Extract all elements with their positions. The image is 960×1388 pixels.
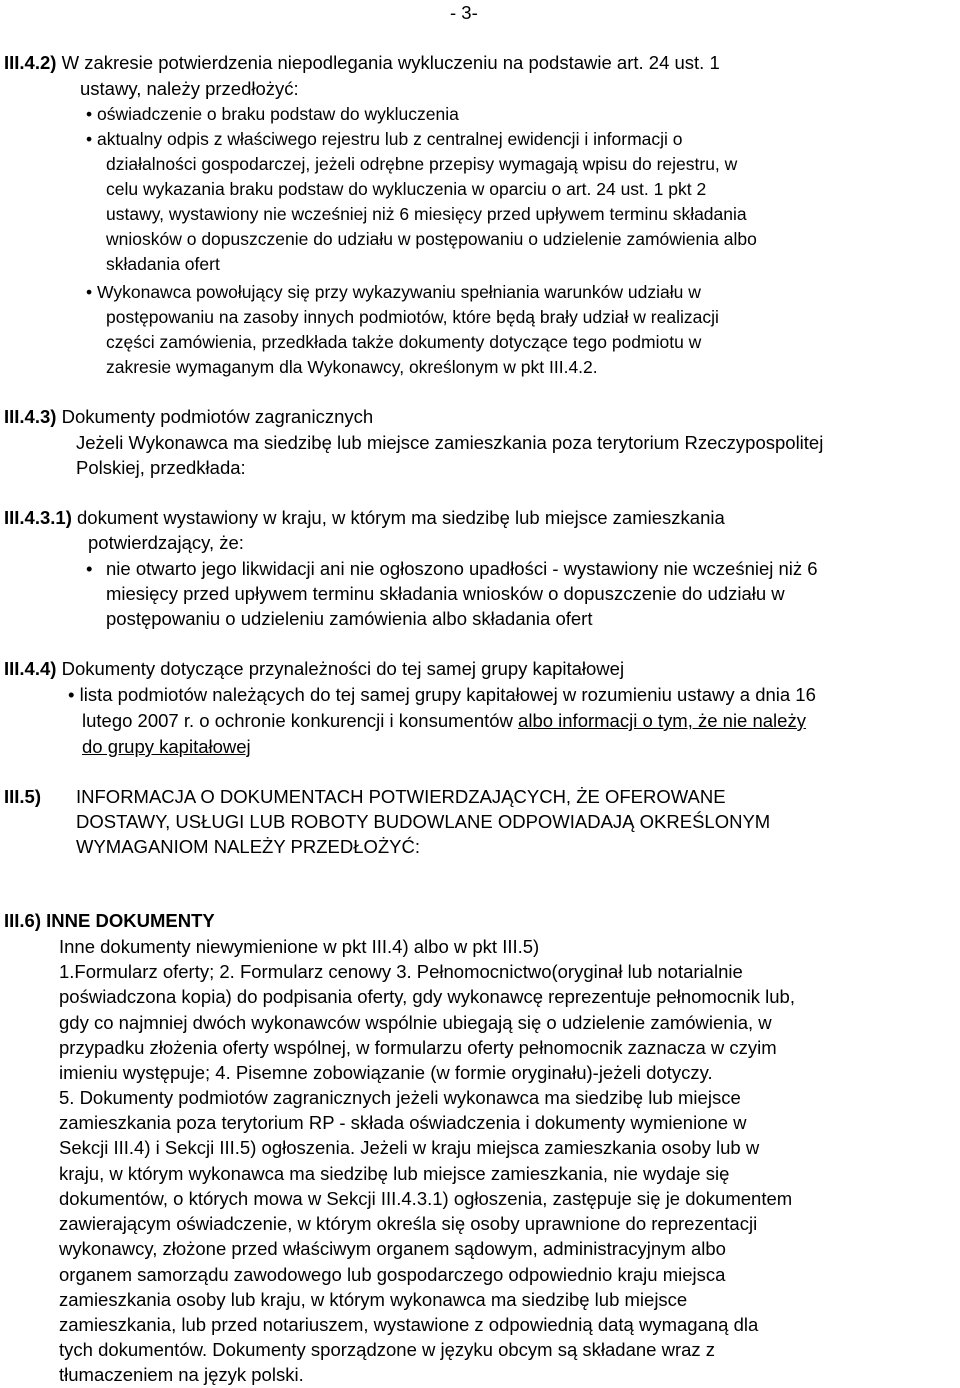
bullet-contractor-line-2: postępowaniu na zasoby innych podmiotów, które będą brały udział w realizacji <box>106 307 719 327</box>
section-6-line-18: tłumaczeniem na język polski. <box>59 1364 304 1385</box>
bullet-registry-line-6: składania ofert <box>106 254 220 274</box>
section-6-line-5: przypadku złożenia oferty wspólnej, w formularzu oferty pełnomocnik zaznacza w czyim <box>59 1037 777 1058</box>
section-4-3-line-1: Jeżeli Wykonawca ma siedzibę lub miejsce zamieszkania poza terytorium Rzeczypospolitej <box>76 432 824 453</box>
section-4-3-1-heading <box>4 507 725 529</box>
section-5-label: III.5) <box>4 786 42 807</box>
section-6-line-8: zamieszkania poza terytorium RP - składa oświadczenia i dokumenty wymienione w <box>59 1112 747 1133</box>
section-5-line-3: WYMAGANIOM NALEŻY PRZEDŁOŻYĆ: <box>76 836 421 857</box>
section-label: III.4.3.1) <box>4 507 72 528</box>
section-6-line-9: Sekcji III.4) i Sekcji III.5) ogłoszenia. Jeżeli w kraju miejsca zamieszkania osoby lub w <box>59 1137 760 1158</box>
section-6-line-1: Inne dokumenty niewymienione w pkt III.4) albo w pkt III.5) <box>59 936 540 957</box>
page-number: - 3- <box>450 2 478 23</box>
section-6-line-14: organem samorządu zawodowego lub gospodarczego odpowiednio kraju miejsca <box>59 1264 726 1285</box>
section-title: W zakresie potwierdzenia niepodlegania wykluczeniu na podstawie art. 24 ust. 1 <box>61 52 720 73</box>
section-4-2-intro: ustawy, należy przedłożyć: <box>80 78 299 99</box>
section-title: Dokumenty podmiotów zagranicznych <box>61 406 374 427</box>
section-4-2-heading <box>4 52 720 74</box>
plain-text: lutego 2007 r. o ochronie konkurencji i konsumentów <box>82 710 519 731</box>
section-label: III.4.2) <box>4 52 57 73</box>
section-5-line-1: INFORMACJA O DOKUMENTACH POTWIERDZAJĄCYCH, ŻE OFEROWANE <box>76 786 726 807</box>
underlined-text: albo informacji o tym, że nie należy <box>518 710 806 731</box>
section-4-4-heading <box>4 658 624 680</box>
bullet-marker: • <box>86 558 93 579</box>
section-4-4-line-1: • lista podmiotów należących do tej samej grupy kapitałowej w rozumieniu ustawy a dnia 16 <box>68 684 816 705</box>
section-4-4-line-3: do grupy kapitałowej <box>82 736 251 757</box>
section-label: III.4.3) <box>4 406 57 427</box>
section-label: III.4.4) <box>4 658 57 679</box>
section-6-line-15: zamieszkania osoby lub kraju, w którym wykonawca ma siedzibę lub miejsce <box>59 1289 688 1310</box>
bullet-registry-line-1: • aktualny odpis z właściwego rejestru lub z centralnej ewidencji i informacji o <box>86 129 683 149</box>
section-4-4-line-2 <box>82 710 806 732</box>
section-6-line-3: poświadczona kopia) do podpisania oferty, gdy wykonawcę reprezentuje pełnomocnik lub, <box>59 986 795 1007</box>
section-6-line-12: zawierającym oświadczenie, w którym określa się osoby uprawnione do reprezentacji <box>59 1213 758 1234</box>
section-6-line-17: tych dokumentów. Dokumenty sporządzone w języku obcym są składane wraz z <box>59 1339 716 1360</box>
bullet-statement: • oświadczenie o braku podstaw do wykluczenia <box>86 104 459 124</box>
bullet-contractor-line-3: części zamówienia, przedkłada także dokumenty dotyczące tego podmiotu w <box>106 332 702 352</box>
section-6-line-2: 1.Formularz oferty; 2. Formularz cenowy 3. Pełnomocnictwo(oryginał lub notarialnie <box>59 961 743 982</box>
bullet-contractor-line-1: • Wykonawca powołujący się przy wykazywaniu spełniania warunków udziału w <box>86 282 701 302</box>
section-4-3-1-line-2: potwierdzający, że: <box>88 532 244 553</box>
section-label: III.6) <box>4 910 42 931</box>
bullet-registry-line-4: ustawy, wystawiony nie wcześniej niż 6 miesięcy przed upływem terminu składania <box>106 204 747 224</box>
section-title: INNE DOKUMENTY <box>46 910 215 931</box>
section-title: dokument wystawiony w kraju, w którym ma siedzibę lub miejsce zamieszkania <box>77 507 725 528</box>
bullet-registry-line-2: działalności gospodarczej, jeżeli odrębne przepisy wymagają wpisu do rejestru, w <box>106 154 738 174</box>
section-title: Dokumenty dotyczące przynależności do tej samej grupy kapitałowej <box>61 658 625 679</box>
section-6-line-11: dokumentów, o których mowa w Sekcji III.4.3.1) ogłoszenia, zastępuje się je dokumentem <box>59 1188 793 1209</box>
section-4-3-1-bullet-line-3: postępowaniu o udzieleniu zamówienia albo składania ofert <box>106 608 593 629</box>
section-4-3-1-bullet-line-2: miesięcy przed upływem terminu składania wniosków o dopuszczenie do udziału w <box>106 583 785 604</box>
section-6-line-4: gdy co najmniej dwóch wykonawców wspólnie ubiegają się o udzielenie zamówienia, w <box>59 1012 772 1033</box>
section-4-3-heading <box>4 406 373 428</box>
section-6-line-7: 5. Dokumenty podmiotów zagranicznych jeżeli wykonawca ma siedzibę lub miejsce <box>59 1087 741 1108</box>
section-6-line-16: zamieszkania, lub przed notariuszem, wystawione z odpowiednią datą wymaganą dla <box>59 1314 759 1335</box>
section-6-line-10: kraju, w którym wykonawca ma siedzibę lub miejsce zamieszkania, nie wydaje się <box>59 1163 730 1184</box>
bullet-registry-line-3: celu wykazania braku podstaw do wykluczenia w oparciu o art. 24 ust. 1 pkt 2 <box>106 179 707 199</box>
section-6-line-13: wykonawcy, złożone przed właściwym organem sądowym, administracyjnym albo <box>59 1238 726 1259</box>
section-6-line-6: imieniu występuje; 4. Pisemne zobowiązanie (w formie oryginału)-jeżeli dotyczy. <box>59 1062 713 1083</box>
section-4-3-line-2: Polskiej, przedkłada: <box>76 457 246 478</box>
section-6-heading <box>4 910 215 932</box>
section-5-line-2: DOSTAWY, USŁUGI LUB ROBOTY BUDOWLANE ODPOWIADAJĄ OKREŚLONYM <box>76 811 771 832</box>
section-4-3-1-bullet-line-1: nie otwarto jego likwidacji ani nie ogłoszono upadłości - wystawiony nie wcześniej niż 6 <box>106 558 818 579</box>
bullet-contractor-line-4: zakresie wymaganym dla Wykonawcy, określonym w pkt III.4.2. <box>106 357 598 377</box>
bullet-registry-line-5: wniosków o dopuszczenie do udziału w postępowaniu o udzielenie zamówienia albo <box>106 229 757 249</box>
